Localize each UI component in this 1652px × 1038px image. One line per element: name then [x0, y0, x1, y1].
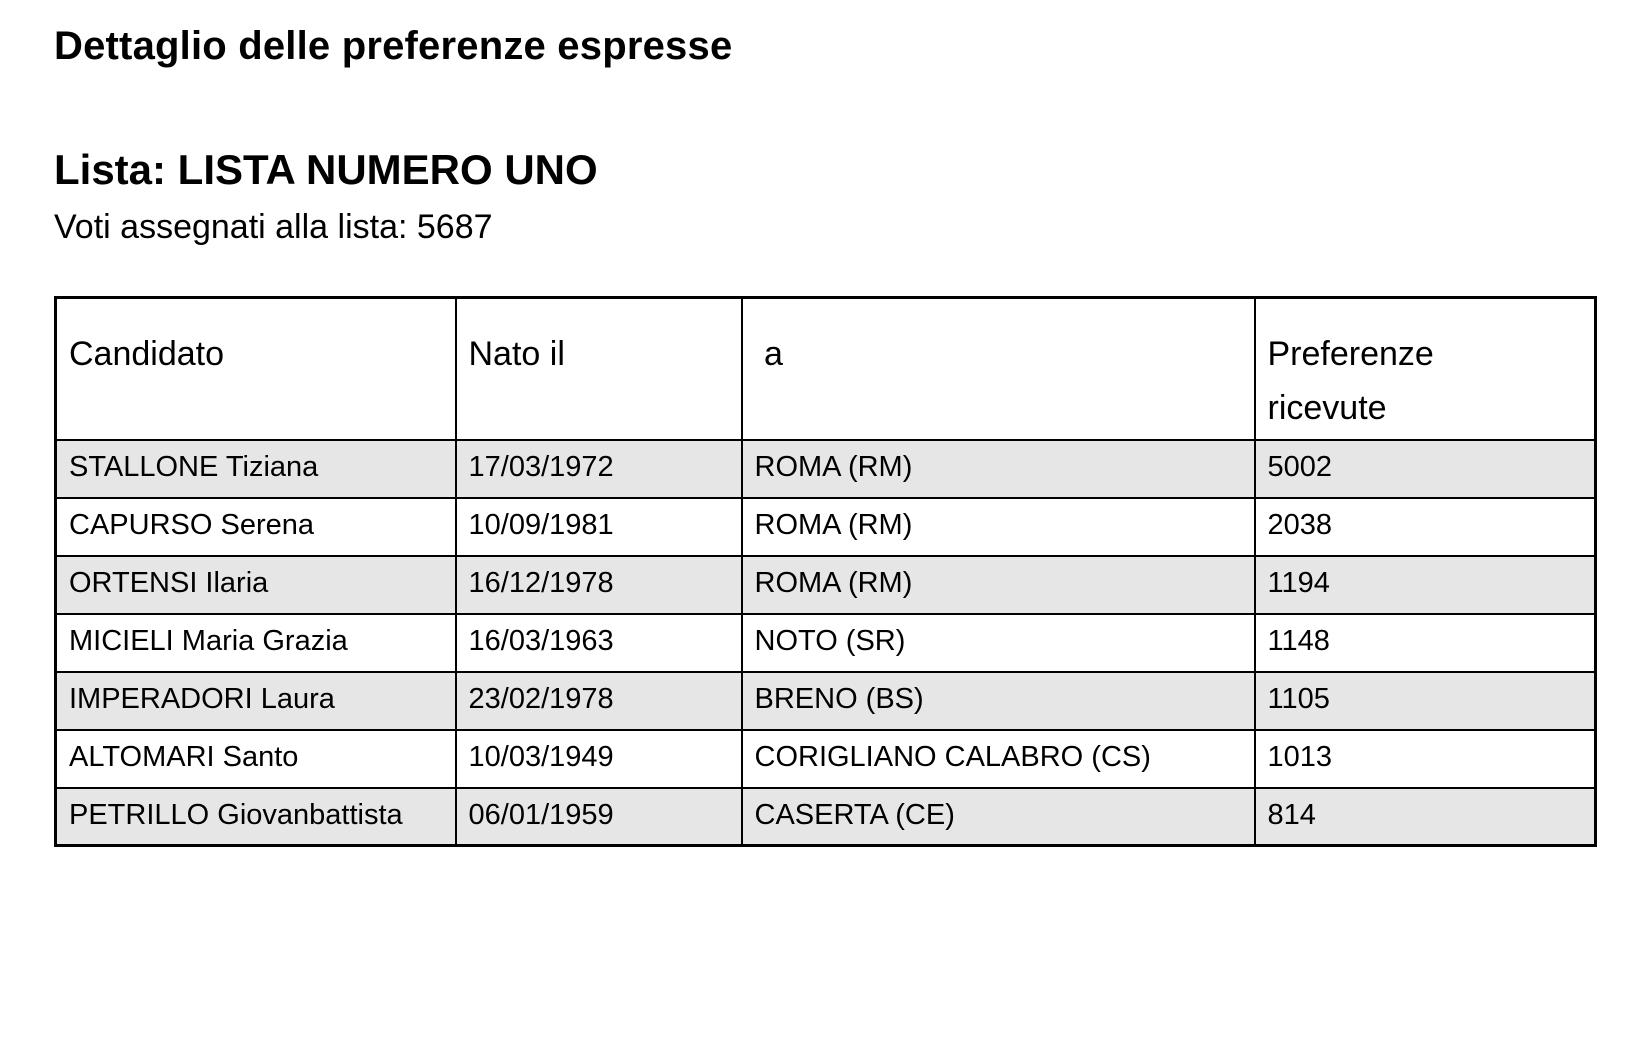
header-born-on: Nato il	[456, 298, 742, 440]
cell-born-on: 16/03/1963	[456, 614, 742, 672]
table-row	[56, 614, 1596, 672]
cell-preferences: 1148	[1255, 614, 1596, 672]
cell-born-at: ROMA (RM)	[742, 556, 1255, 614]
table-row	[56, 498, 1596, 556]
cell-born-on: 10/03/1949	[456, 730, 742, 788]
table-row	[56, 440, 1596, 498]
cell-born-on: 06/01/1959	[456, 788, 742, 846]
list-votes-text: Voti assegnati alla lista: 5687	[54, 208, 493, 246]
table-header-row	[56, 298, 1596, 440]
header-born-at	[742, 298, 1255, 440]
table-row	[56, 556, 1596, 614]
cell-candidate: PETRILLO Giovanbattista	[56, 788, 456, 846]
document-title: Dettaglio delle preferenze espresse	[54, 24, 733, 68]
cell-preferences: 1194	[1255, 556, 1596, 614]
header-preferences-line1: Preferenze	[1267, 335, 1434, 373]
cell-born-on: 16/12/1978	[456, 556, 742, 614]
cell-born-at: ROMA (RM)	[742, 498, 1255, 556]
list-heading: Lista: LISTA NUMERO UNO	[54, 146, 598, 193]
header-preferences	[1255, 298, 1596, 440]
cell-candidate: CAPURSO Serena	[56, 498, 456, 556]
cell-candidate: MICIELI Maria Grazia	[56, 614, 456, 672]
header-candidate: Candidato	[56, 298, 456, 440]
cell-candidate: STALLONE Tiziana	[56, 440, 456, 498]
table-row	[56, 788, 1596, 846]
cell-candidate: IMPERADORI Laura	[56, 672, 456, 730]
table-row	[56, 730, 1596, 788]
header-born-at-label: a	[754, 335, 783, 373]
cell-born-at: BRENO (BS)	[742, 672, 1255, 730]
cell-born-at: CORIGLIANO CALABRO (CS)	[742, 730, 1255, 788]
cell-preferences: 814	[1255, 788, 1596, 846]
table-row	[56, 672, 1596, 730]
header-preferences-line2: ricevute	[1267, 389, 1387, 427]
cell-born-at: CASERTA (CE)	[742, 788, 1255, 846]
cell-born-at: ROMA (RM)	[742, 440, 1255, 498]
cell-born-on: 17/03/1972	[456, 440, 742, 498]
cell-preferences: 5002	[1255, 440, 1596, 498]
cell-born-at: NOTO (SR)	[742, 614, 1255, 672]
cell-preferences: 1013	[1255, 730, 1596, 788]
cell-candidate: ORTENSI Ilaria	[56, 556, 456, 614]
cell-preferences: 1105	[1255, 672, 1596, 730]
preferences-table	[54, 296, 1597, 847]
cell-born-on: 23/02/1978	[456, 672, 742, 730]
cell-born-on: 10/09/1981	[456, 498, 742, 556]
cell-candidate: ALTOMARI Santo	[56, 730, 456, 788]
cell-preferences: 2038	[1255, 498, 1596, 556]
